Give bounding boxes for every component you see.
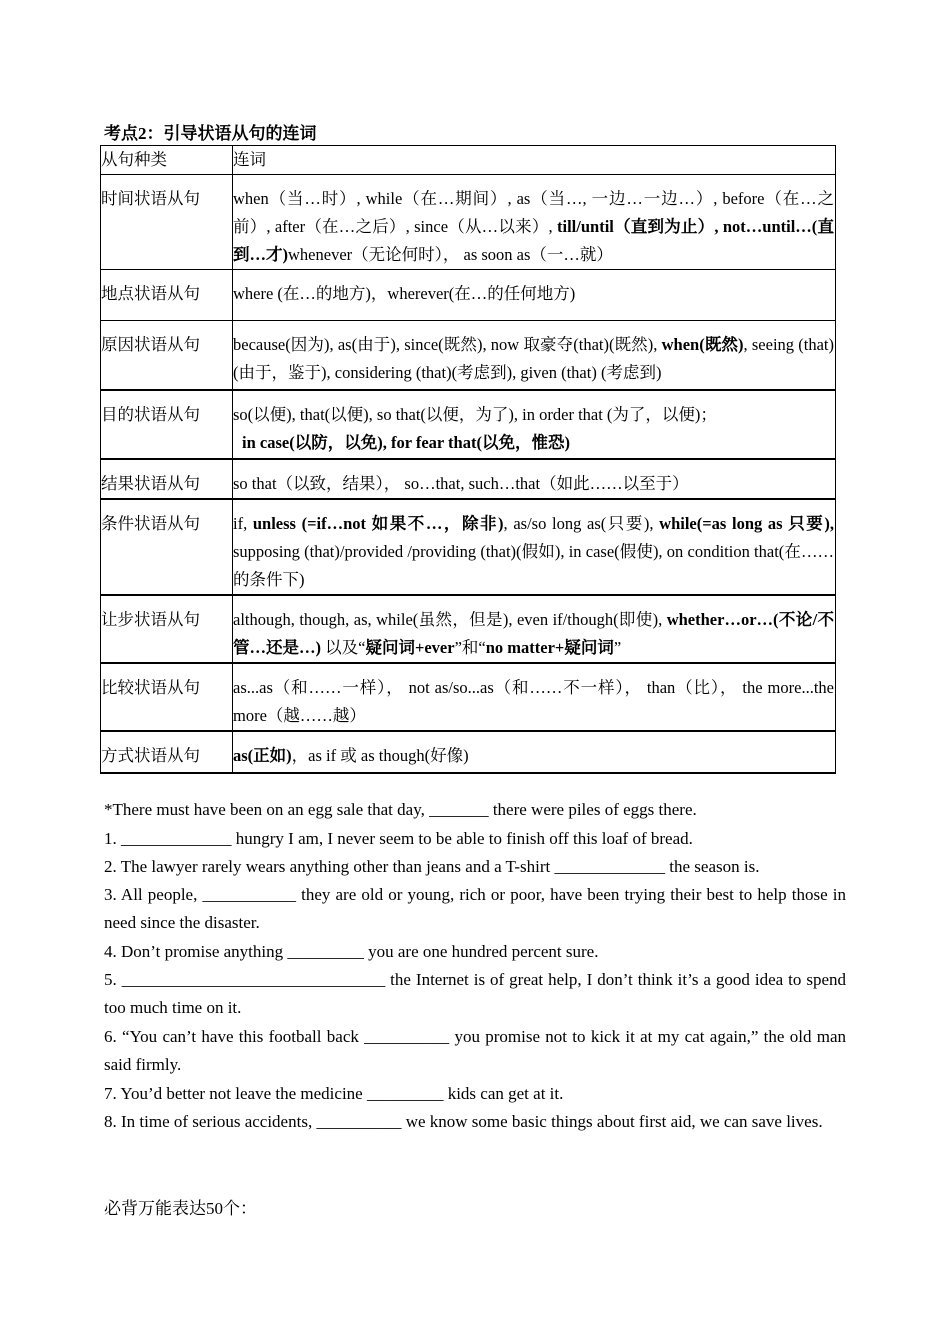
conjunction-text: so(以便), that(以便), so that(以便，为了), in order that (为了，以便)； [233, 404, 717, 424]
conjunction-text: , seeing (that) (由于，鉴于), considering (that)(考虑到), given (that) (考虑到) [233, 335, 834, 382]
table-row [101, 663, 836, 731]
clause-category: 比较状语从句 [101, 663, 233, 731]
conjunction-list [233, 321, 836, 390]
exercise-item: 3. All people, ___________ they are old or young, rich or poor, have been trying their best to help those in need since the disaster. [104, 885, 846, 933]
exercise-item: 6. “You can’t have this football back __________ you promise not to kick it at my cat again,” the old man said firmly. [104, 1027, 846, 1075]
conjunction-table [100, 145, 836, 774]
clause-category: 时间状语从句 [101, 175, 233, 270]
clause-category: 目的状语从句 [101, 390, 233, 459]
conjunction-text: because(因为), as(由于), since(既然), now 取豪夺(that)(既然), [233, 335, 662, 354]
table-row [101, 499, 836, 595]
table-row [101, 175, 836, 270]
clause-category: 让步状语从句 [101, 595, 233, 663]
conjunction-text: 以及“ [321, 637, 366, 657]
conjunction-bold: no matter+疑问词 [485, 637, 614, 657]
exercise-item: 1. _____________ hungry I am, I never seem to be able to finish off this loaf of bread. [104, 829, 693, 848]
footer-note: 必背万能表达50个： [104, 1199, 257, 1218]
conjunction-bold: while(=as long as 只要), [659, 513, 834, 533]
conjunction-text: if, [233, 513, 253, 533]
table-row [101, 321, 836, 390]
conjunction-list [233, 390, 836, 459]
conjunction-list [233, 663, 836, 731]
conjunction-text: whenever（无论何时）， as soon as（一…就） [288, 245, 613, 264]
conjunction-text: supposing (that)/provided /providing (that)(假如), in case(假使), on condition that(在……的条件下) [233, 541, 834, 589]
conjunction-list [233, 459, 836, 499]
conjunction-list [233, 175, 836, 270]
conjunction-text: so that（以致，结果）， so…that, such…that（如此……以至于） [233, 473, 689, 493]
conjunction-list [233, 499, 836, 595]
exercise-item: 8. In time of serious accidents, __________ we know some basic things about first aid, we can save lives. [104, 1112, 823, 1131]
table-header-row [101, 146, 836, 175]
conjunction-text: ” [613, 637, 622, 657]
conjunction-bold: till/until（直到为止）, not…until…(直到…才) [233, 217, 835, 264]
clause-category: 条件状语从句 [101, 499, 233, 595]
conjunction-text: ，as if 或 as though(好像) [291, 745, 469, 765]
exercise-item: 7. You’d better not leave the medicine _________ kids can get at it. [104, 1084, 564, 1103]
conjunction-list [233, 595, 836, 663]
table-row [101, 459, 836, 499]
table-row [101, 595, 836, 663]
exercise-item: 4. Don’t promise anything _________ you are one hundred percent sure. [104, 942, 599, 961]
conjunction-text: , as/so long as(只要), [503, 513, 660, 533]
table-row [101, 390, 836, 459]
conjunction-list [233, 731, 836, 773]
conjunction-bold: whether…or…(不论/不管…还是…) [233, 609, 834, 657]
section-heading: 考点2：引导状语从句的连词 [104, 124, 317, 143]
conjunction-text: as...as（和……一样）， not as/so...as（和……不一样）， than（比）， the more...the more（越……越） [233, 677, 834, 725]
conjunction-bold: in case(以防，以免), for fear that(以免，惟恐) [242, 432, 570, 452]
conjunction-text: when（当…时）, while（在…期间）, as（当…, 一边…一边…）, before（在…之前）, after（在…之后）, since（从…以来）, [233, 189, 834, 236]
clause-category: 原因状语从句 [101, 321, 233, 390]
conjunction-bold: as(正如) [233, 745, 292, 765]
exercise-item: 2. The lawyer rarely wears anything other than jeans and a T-shirt _____________ the season is. [104, 857, 760, 876]
conjunction-bold: 疑问词+ever [365, 637, 455, 657]
exercise-item: 5. _______________________________ the Internet is of great help, I don’t think it’s a good idea to spend too much time on it. [104, 970, 846, 1018]
conjunction-text: where (在…的地方)，wherever(在…的任何地方) [233, 284, 576, 303]
conjunction-list [233, 270, 836, 321]
conjunction-bold: unless (=if…not 如果不…，除非) [252, 513, 504, 533]
table-row [101, 731, 836, 773]
conjunction-text: although, though, as, while(虽然，但是), even if/though(即使), [233, 609, 667, 629]
clause-category: 结果状语从句 [101, 459, 233, 499]
conjunction-text: ”和“ [454, 637, 486, 657]
conjunction-bold: when(既然) [661, 335, 744, 354]
header-conjunction: 连词 [233, 146, 836, 175]
exercise-item: *There must have been on an egg sale that day, _______ there were piles of eggs there. [104, 800, 697, 819]
header-category: 从句种类 [101, 146, 233, 175]
table-row [101, 270, 836, 321]
clause-category: 方式状语从句 [101, 731, 233, 773]
clause-category: 地点状语从句 [101, 270, 233, 321]
